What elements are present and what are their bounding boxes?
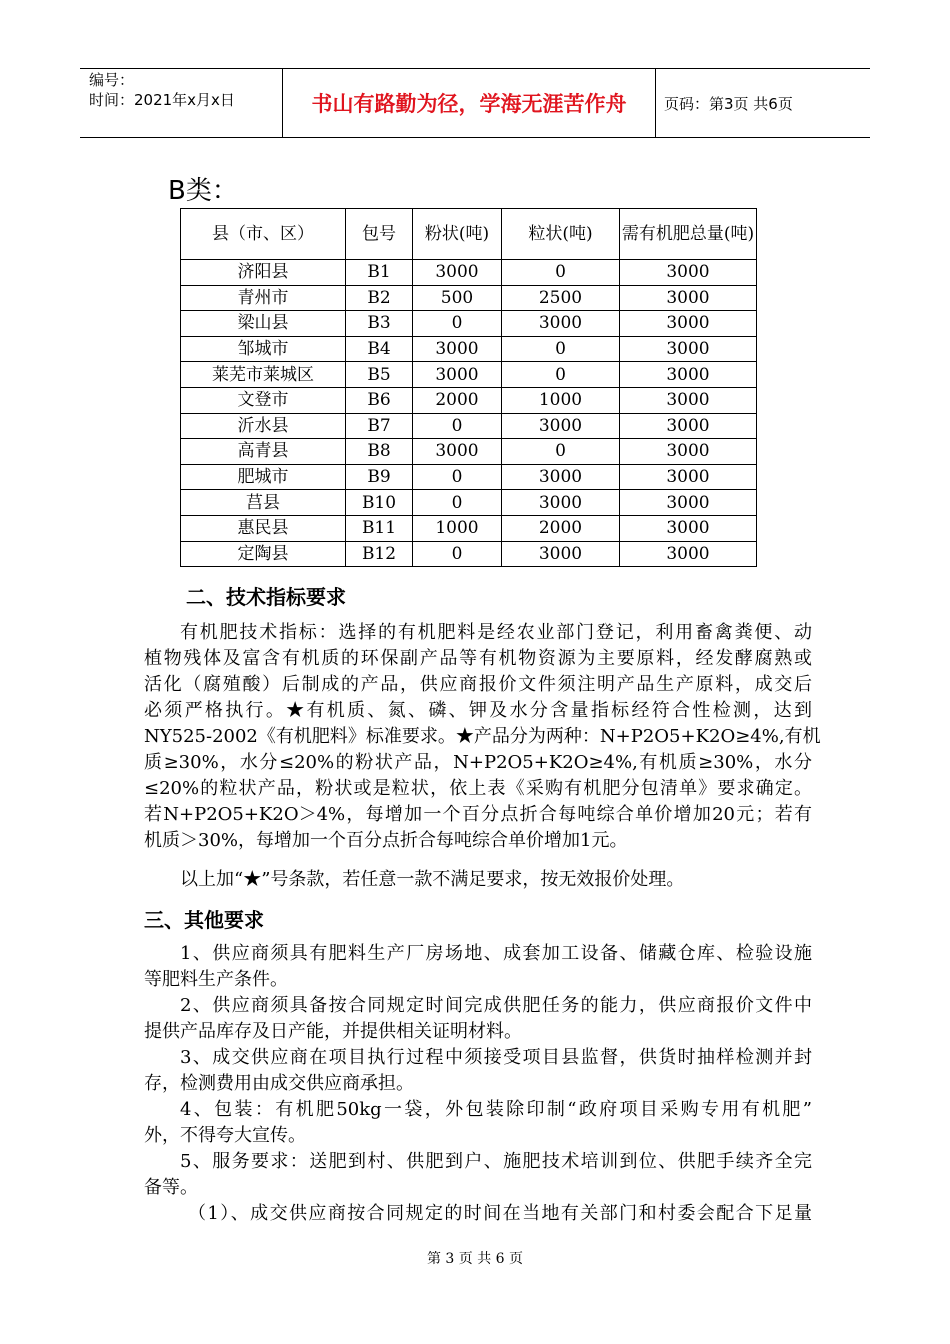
table-cell: 3000 (620, 413, 757, 439)
table-cell: 高青县 (181, 439, 346, 465)
table-cell: 3000 (620, 490, 757, 516)
req-line: （1）、成交供应商按合同规定的时间在当地有关部门和村委会配合下足量 (188, 1203, 812, 1224)
table-cell: 0 (413, 413, 502, 439)
table-cell: 3000 (620, 285, 757, 311)
other-requirements (144, 941, 812, 1227)
para-line: 若N+P2O5+K2O＞4%，每增加一个百分点折合每吨综合单价增加20元；若有 (144, 804, 812, 825)
table-cell: 3000 (620, 439, 757, 465)
table-header-row (181, 209, 757, 260)
table-cell: 定陶县 (181, 541, 346, 567)
header-left-cell (80, 69, 282, 137)
table-cell: 3000 (620, 260, 757, 286)
table-cell: 惠民县 (181, 515, 346, 541)
table-cell: 3000 (413, 439, 502, 465)
section-2-heading: 二、技术指标要求 (186, 585, 346, 609)
table-cell: B5 (346, 362, 413, 388)
table-cell: B1 (346, 260, 413, 286)
req-line: 1、供应商须具有肥料生产厂房场地、成套加工设备、储藏仓库、检验设施 (180, 943, 812, 964)
table-cell: 0 (413, 541, 502, 567)
req-line: 5、服务要求：送肥到村、供肥到户、施肥技术培训到位、供肥手续齐全完 (180, 1151, 812, 1172)
col-granule: 粒状(吨) (502, 209, 620, 260)
table-cell: 3000 (413, 260, 502, 286)
col-county: 县（市、区） (181, 209, 346, 260)
col-total: 需有机肥总量(吨) (620, 209, 757, 260)
table-cell: B3 (346, 311, 413, 337)
table-cell: B12 (346, 541, 413, 567)
table-cell: B8 (346, 439, 413, 465)
table-row (181, 362, 757, 388)
para-line: 必须严格执行。★有机质、氮、磷、钾及水分含量指标经符合性检测，达到 (144, 700, 812, 721)
table-row (181, 387, 757, 413)
table-cell: 3000 (620, 464, 757, 490)
table-cell: 2500 (502, 285, 620, 311)
para-line: ≤20%的粒状产品，粉状或是粒状，依上表《采购有机肥分包清单》要求确定。 (144, 778, 812, 799)
table-cell: 3000 (620, 515, 757, 541)
package-table (180, 208, 757, 567)
page-footer: 第 3 页 共 6 页 (426, 1251, 524, 1267)
table-cell: 0 (413, 490, 502, 516)
table-cell: 3000 (620, 311, 757, 337)
table-cell: B11 (346, 515, 413, 541)
req-line: 等肥料生产条件。 (144, 969, 288, 990)
header-motto: 书山有路勤为径，学海无涯苦作舟 (311, 92, 627, 116)
table-cell: 肥城市 (181, 464, 346, 490)
table-cell: 1000 (502, 387, 620, 413)
table-cell: 文登市 (181, 387, 346, 413)
number-label: 编号： (89, 71, 135, 89)
table-cell: 3000 (502, 311, 620, 337)
req-line: 备等。 (144, 1177, 198, 1198)
req-line: 4、包装：有机肥50kg一袋，外包装除印制“政府项目采购专用有机肥” (180, 1099, 812, 1120)
table-cell: 梁山县 (181, 311, 346, 337)
table-row (181, 413, 757, 439)
table-row (181, 541, 757, 567)
table-cell: 1000 (413, 515, 502, 541)
para-line: 活化（腐殖酸）后制成的产品，供应商报价文件须注明产品生产原料，成交后 (144, 674, 812, 695)
table-cell: 莒县 (181, 490, 346, 516)
req-line: 提供产品库存及日产能，并提供相关证明材料。 (144, 1021, 522, 1042)
table-cell: B7 (346, 413, 413, 439)
table-row (181, 439, 757, 465)
table-cell: 青州市 (181, 285, 346, 311)
para-line: 质≥30%，水分≤20%的粉状产品，N+P2O5+K2O≥4%,有机质≥30%，水分 (144, 752, 812, 773)
para-line: 有机肥技术指标：选择的有机肥料是经农业部门登记，利用畜禽粪便、动 (180, 622, 812, 643)
table-cell: 3000 (502, 413, 620, 439)
table-cell: 0 (502, 362, 620, 388)
table-cell: 沂水县 (181, 413, 346, 439)
para-line: NY525-2002《有机肥料》标准要求。★产品分为两种：N+P2O5+K2O≥4%,有机 (144, 726, 821, 747)
note-line: 以上加“★”号条款，若任意一款不满足要求，按无效报价处理。 (180, 869, 685, 890)
table-cell: 3000 (502, 464, 620, 490)
table-cell: B6 (346, 387, 413, 413)
section-b-title: B类： (168, 176, 238, 206)
col-package: 包号 (346, 209, 413, 260)
table-cell: 莱芜市莱城区 (181, 362, 346, 388)
col-powder: 粉状(吨) (413, 209, 502, 260)
table-row (181, 260, 757, 286)
table-cell: B2 (346, 285, 413, 311)
table-cell: 3000 (620, 336, 757, 362)
table-cell: 0 (502, 260, 620, 286)
header-page-info: 页码：第3页 共6页 (664, 94, 793, 113)
table-cell: 3000 (620, 362, 757, 388)
table-row (181, 490, 757, 516)
table-row (181, 464, 757, 490)
para-line: 机质＞30%，每增加一个百分点折合每吨综合单价增加1元。 (144, 830, 628, 851)
page-header (80, 68, 870, 138)
table-cell: 2000 (502, 515, 620, 541)
table-cell: B10 (346, 490, 413, 516)
table-cell: B9 (346, 464, 413, 490)
table-row (181, 336, 757, 362)
table-row (181, 285, 757, 311)
table-cell: 3000 (413, 336, 502, 362)
req-line: 3、成交供应商在项目执行过程中须接受项目县监督，供货时抽样检测并封 (180, 1047, 812, 1068)
tech-spec-paragraph (144, 620, 821, 854)
req-line: 2、供应商须具备按合同规定时间完成供肥任务的能力，供应商报价文件中 (180, 995, 812, 1016)
table-cell: B4 (346, 336, 413, 362)
table-cell: 邹城市 (181, 336, 346, 362)
section-3-heading: 三、其他要求 (144, 908, 264, 932)
req-line: 存，检测费用由成交供应商承担。 (144, 1073, 414, 1094)
table-cell: 3000 (502, 541, 620, 567)
para-line: 植物残体及富含有机质的环保副产品等有机物资源为主要原料，经发酵腐熟或 (144, 648, 812, 669)
table-cell: 3000 (413, 362, 502, 388)
table-row (181, 311, 757, 337)
table-cell: 3000 (502, 490, 620, 516)
table-cell: 0 (502, 336, 620, 362)
req-line: 外，不得夸大宣传。 (144, 1125, 306, 1146)
table-cell: 济阳县 (181, 260, 346, 286)
table-cell: 0 (413, 311, 502, 337)
star-note (144, 867, 812, 893)
table-cell: 2000 (413, 387, 502, 413)
table-cell: 3000 (620, 541, 757, 567)
table-cell: 500 (413, 285, 502, 311)
date-label: 时间：2021年x月x日 (89, 91, 235, 109)
table-row (181, 515, 757, 541)
table-cell: 0 (413, 464, 502, 490)
table-cell: 3000 (620, 387, 757, 413)
table-cell: 0 (502, 439, 620, 465)
